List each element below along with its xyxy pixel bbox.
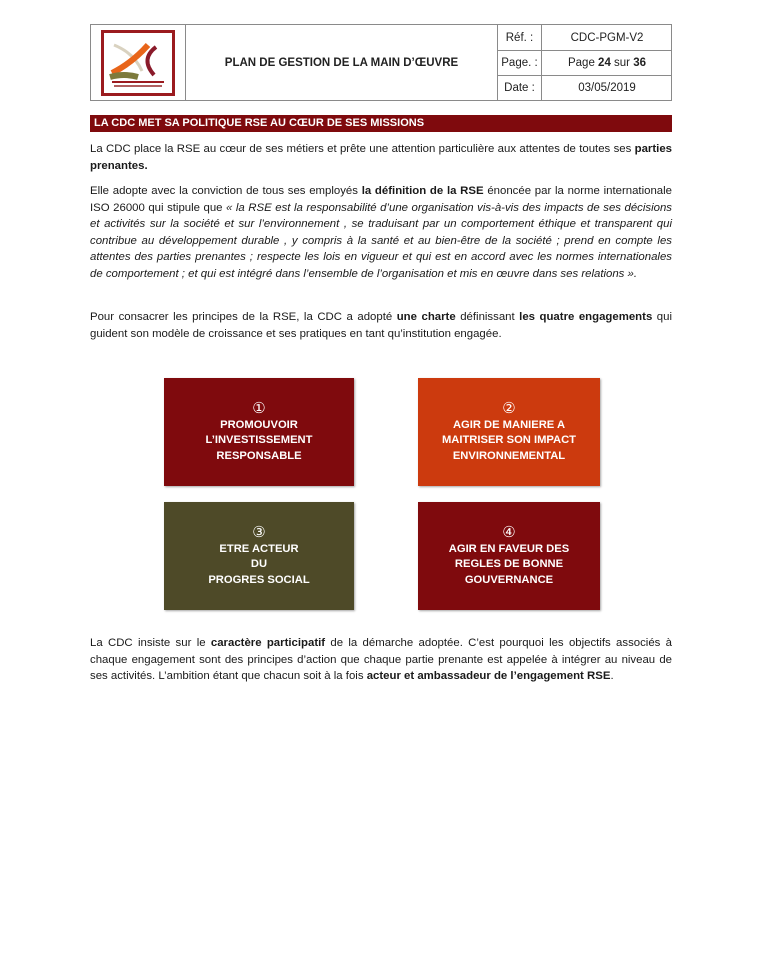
page-current: 24 [598,57,611,69]
cdc-logo [101,30,175,96]
paragraph-intro [90,141,672,174]
text: La CDC insiste sur le [90,637,211,649]
engagement-line: GOUVERNANCE [464,573,554,586]
ref-value: CDC-PGM-V2 [570,31,644,44]
date-value: 03/05/2019 [542,75,672,100]
page-prefix: Page [567,57,599,69]
bold-text: caractère participatif [210,637,326,649]
bold-text: une charte [396,311,456,323]
document-header [90,24,672,101]
engagement-line: AGIR DE MANIERE A [452,418,566,431]
engagement-line: MAITRISER SON IMPACT [441,434,577,447]
engagement-line: PROMOUVOIR [220,418,298,431]
engagement-number: ③ [252,523,266,541]
engagement-box-4 [418,502,600,610]
paragraph-participatory [90,635,672,685]
engagement-box-2 [418,378,600,486]
date-label: Date : [498,75,542,100]
engagement-number: ② [502,399,516,417]
text: définissant [455,311,520,323]
text: Pour consacrer les principes de la RSE, la CDC a adopté [90,311,397,323]
text: de la démarche adoptée. C’est pourquoi les objectifs associés à chaque engagement sont des principes d’action que chaque partie prenante est appelée à intégrer au niveau de ses activités. L’ambition étant que chacun soit à la fois [90,637,672,682]
engagement-line: ETRE ACTEUR [219,542,299,555]
engagement-line: DU [250,558,268,571]
page-total: 36 [633,57,647,69]
engagement-number: ④ [502,523,516,541]
logo-cell [91,25,186,100]
engagement-line: AGIR EN FAVEUR DES [448,542,570,555]
bold-text: les quatre engagements [519,311,653,323]
engagement-box-3 [164,502,354,610]
page-mid: sur [610,57,634,69]
bold-text: la définition de la RSE [361,185,484,197]
text: . [610,670,614,682]
engagement-line: ENVIRONNEMENTAL [452,449,566,462]
engagement-line: RESPONSABLE [216,449,302,462]
page-label: Page. : [498,50,542,75]
bold-text: parties prenantes. [90,143,672,172]
text: Elle adopte avec la conviction de tous ses employés [90,185,362,197]
engagement-number: ① [252,399,266,417]
ref-label: Réf. : [498,25,542,50]
page-value [542,50,672,75]
section-heading: LA CDC MET SA POLITIQUE RSE AU CŒUR DE SES MISSIONS [90,115,672,132]
cdc-logo-icon [104,33,172,93]
bold-text: acteur et ambassadeur de l’engagement RSE [366,670,611,682]
engagement-box-1 [164,378,354,486]
text: qui guident son modèle de croissance et ses pratiques en tant qu’institution engagée. [90,311,672,340]
engagement-line: PROGRES SOCIAL [208,573,310,586]
text: énoncée par la norme internationale ISO 26000 qui stipule que [90,185,672,214]
text: La CDC place la RSE au cœur de ses métiers et prête une attention particulière aux attentes de toutes ses [90,143,635,155]
paragraph-definition [90,183,672,282]
iso-quote: « la RSE est la responsabilité d’une organisation vis-à-vis des impacts de ses décisions et activités sur la société et sur l’environnement , se traduisant par un comportement éthique et transparent qui contribue au développement durable , y compris à la santé et au bien-être de la société ; prend en compte les attentes des parties prenantes ; respecte les lois en vigueur et qui est en accord avec les normes internationales de comportement ; et qui est intégré dans l’ensemble de l’organisation et mis en œuvre dans ses relations ». [90,201,672,280]
document-title: PLAN DE GESTION DE LA MAIN D’ŒUVRE [186,25,498,100]
engagement-line: REGLES DE BONNE [454,558,564,571]
paragraph-charter [90,309,672,342]
engagement-line: L’INVESTISSEMENT [205,434,313,447]
